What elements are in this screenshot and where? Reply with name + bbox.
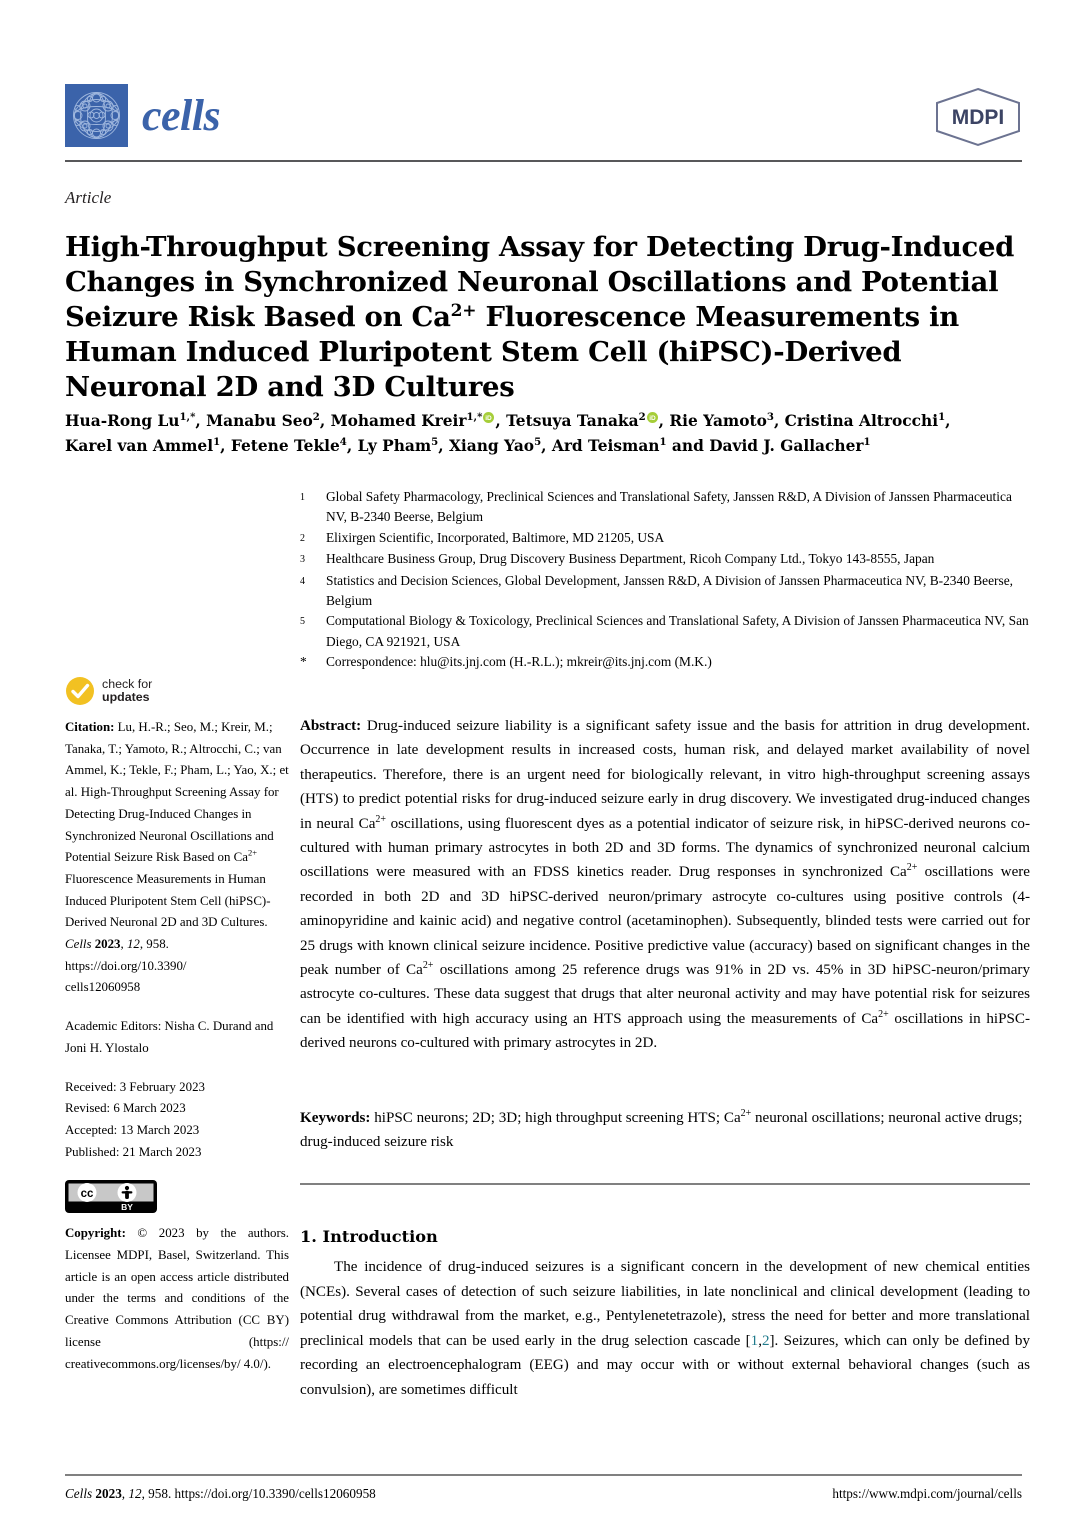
author-affil-marker: 3: [766, 410, 774, 423]
citation-article-number: , 958.: [139, 937, 169, 952]
citation-year: 2023: [91, 937, 121, 952]
svg-text:cc: cc: [80, 1188, 94, 1201]
footer-volume: , 12: [121, 1486, 142, 1501]
affiliation-text: Global Safety Pharmacology, Preclinical Sciences and Translational Safety, Janssen R&D, A Division of Janssen Pharmaceutica NV, B-2340 Beerse, Belgium: [326, 489, 1012, 525]
check-for-updates-badge[interactable]: [65, 676, 289, 706]
affiliation-item: [300, 528, 1030, 549]
cfu-line-1: check for: [102, 677, 153, 691]
journal-title: cells: [142, 90, 221, 140]
author-item: [669, 412, 774, 430]
title-line-3a: Seizure Risk Based on Ca: [65, 301, 451, 334]
abstract-section: [300, 714, 1030, 1056]
footer-journal: Cells: [65, 1486, 93, 1501]
abstract-part-1: Drug-induced seizure liability is a significant safety issue and the basis for attrition in drug development. Occurrence in late development results in increased costs, human risk, and delayed market availability of novel therapeutics. Therefore, there is an urgent need for biologically relevant, in vitro high-throughput screening assays (HTS) to predict potential risks for drug-induced seizure early in drug discovery. We investigated drug-induced changes in neural Ca: [300, 718, 1030, 832]
abstract-part-2: oscillations, using fluorescent dyes as a potential indicator of seizure risk, in hiPSC-derived neurons co-cultured with human primary astrocytes in both 2D and 3D forms. The dynamics of synchronized neuronal calcium oscillations were measured with an FDSS kinetics reader. Drug responses in synchronized Ca: [300, 815, 1030, 881]
received-date: Received: 3 February 2023: [65, 1079, 205, 1094]
introduction-paragraph: [300, 1255, 1030, 1403]
author-name: David J. Gallacher: [709, 437, 864, 455]
abstract-label: Abstract:: [300, 718, 362, 734]
author-item: [65, 437, 220, 455]
title-line-3b: Fluorescence Measurements in: [476, 301, 959, 334]
affiliation-item: [300, 571, 1030, 612]
abstract-part-4: oscillations among 25 reference drugs was 91% in 2D vs. 45% in 3D hiPSC-neuron/primary astrocyte co-cultures. These data suggest that drugs that alter neuronal activity and may have potential risk for seizures can be identified with high accuracy using an HTS approach using the measurements of Ca: [300, 962, 1030, 1027]
publication-dates: [65, 1077, 289, 1164]
abstract-superscript: 2+: [375, 813, 386, 825]
citation-body: Lu, H.-R.; Seo, M.; Kreir, M.; Tanaka, T.; Yamoto, R.; Altrocchi, C.; van Ammel, K.; Tekle, F.; Pham, L.; Yao, X.; et al. High-Throughput Screening Assay for Detecting Drug-Induced Changes in Synchronized Neuronal Oscillations and Potential Seizure Risk Based on Ca: [65, 720, 289, 865]
accepted-date: Accepted: 13 March 2023: [65, 1122, 200, 1137]
title-line-1: High-Throughput Screening Assay for Detecting Drug-Induced: [65, 231, 1015, 264]
author-name: Mohamed Kreir: [330, 412, 467, 430]
section-divider: [300, 1183, 1030, 1185]
author-name: Hua-Rong Lu: [65, 412, 180, 430]
orcid-icon[interactable]: [647, 406, 658, 422]
author-item: [65, 412, 195, 430]
intro-text-b: ]. Seizures, which can only be defined by recording an electroencephalogram (EEG) and may occur with or without external behavioral changes (such as convulsion), are sometimes difficult: [300, 1332, 1030, 1398]
author-name: Fetene Tekle: [230, 437, 340, 455]
revised-date: Revised: 6 March 2023: [65, 1101, 186, 1116]
citation-journal: Cells: [65, 937, 92, 952]
author-affil-marker: 5: [534, 435, 542, 448]
author-affil-marker: 1,*: [466, 410, 483, 423]
correspondence-text[interactable]: Correspondence: hlu@its.jnj.com (H.-R.L.); mkreir@its.jnj.com (M.K.): [326, 654, 712, 670]
footer-doi-link[interactable]: https://doi.org/10.3390/cells12060958: [174, 1486, 376, 1501]
affiliation-text: Computational Biology & Toxicology, Preclinical Sciences and Translational Safety, A Division of Janssen Pharmaceutica NV, San Diego, CA 921921, USA: [326, 613, 1029, 649]
title-line-4: Human Induced Pluripotent Stem Cell (hiPSC)-Derived: [65, 336, 902, 369]
intro-text-a: The incidence of drug-induced seizures is a significant concern in the development of new chemical entities (NCEs). Several cases of detection of such seizure liabilities, in late nonclinical and clinical development (leading to potential drug withdrawal from the market, e.g., Pentylenetetrazole), stress the need for better and more translational preclinical models that can be used early in the drug selection cascade [: [300, 1259, 1030, 1349]
citation-label: Citation:: [65, 720, 115, 734]
affiliation-marker: 1: [300, 492, 305, 503]
affiliation-item: [300, 611, 1030, 652]
author-affil-marker: 5: [431, 435, 439, 448]
author-affil-marker: 1: [659, 435, 667, 448]
mdpi-logo[interactable]: [934, 86, 1022, 148]
author-name: Ard Teisman: [551, 437, 660, 455]
author-item: [231, 437, 347, 455]
author-list: Hua-Rong $Lu^{1,*}$, Manabu Seo$^2$, Mohamed Kreir$^{1,*}$ iD , Tetsuya Tanaka$^2$ iD , Rie Yamoto$^3$, Cristina Altrocchi$^1$, Karel van Ammel$^1$, Fetene Tekle$^4$, Ly Pham$^5$, Xiang Yao$^5$, Ard Teisman$^1$ and David J. Gallacher$^1$: [65, 406, 1030, 459]
affiliation-item: [300, 549, 1030, 570]
author-name: Tetsuya Tanaka: [506, 412, 639, 430]
affiliation-list: [300, 487, 1030, 673]
affiliation-marker: 4: [300, 575, 305, 587]
mdpi-logo-text: MDPI: [951, 106, 1005, 129]
journal-logo[interactable]: [65, 84, 220, 147]
article-type-label: Article: [65, 188, 112, 207]
keywords-label: Keywords:: [300, 1110, 371, 1126]
affiliation-item: [300, 487, 1030, 528]
affiliation-marker: 3: [300, 554, 305, 566]
citation-volume: , 12: [120, 937, 140, 952]
cc-by-label: BY: [121, 1202, 133, 1213]
citation-superscript: 2+: [247, 847, 257, 858]
author-affil-marker: 2: [312, 410, 320, 423]
correspondence-marker: *: [300, 654, 307, 670]
footer-divider: [65, 1474, 1022, 1476]
author-name: Ly Pham: [357, 437, 432, 455]
author-item: [206, 412, 320, 430]
header-divider: [65, 160, 1022, 162]
affiliation-text: Healthcare Business Group, Drug Discovery Business Department, Ricoh Company Ltd., Tokyo 143-8555, Japan: [326, 551, 935, 567]
citation-reference-1[interactable]: 1: [750, 1332, 759, 1349]
keywords-text-a: hiPSC neurons; 2D; 3D; high throughput screening HTS; Ca: [370, 1110, 741, 1126]
citation-doi-line-1[interactable]: https://doi.org/10.3390/: [65, 958, 187, 973]
author-name: Cristina Altrocchi: [784, 412, 939, 430]
title-line-5: Neuronal 2D and 3D Cultures: [65, 371, 515, 404]
author-affil-marker: 1: [863, 435, 871, 448]
title-line-2: Changes in Synchronized Neuronal Oscillations and Potential: [65, 266, 999, 299]
page-header: [65, 84, 1022, 160]
svg-text:iD: iD: [485, 415, 493, 422]
keywords-text-b: neuronal oscillations; neuronal active drugs; drug-induced seizure risk: [300, 1110, 1023, 1151]
check-for-updates-label: [102, 678, 152, 704]
sidebar-metadata: [65, 676, 289, 1375]
footer-journal-url[interactable]: https://www.mdpi.com/journal/cells: [832, 1486, 1022, 1501]
cfu-line-2: updates: [102, 690, 150, 704]
affiliation-marker: 5: [300, 616, 305, 628]
abstract-part-5: oscillations in hiPSC-derived neurons co-cultured with primary astrocytes in 2D.: [300, 1010, 1030, 1052]
author-name: Xiang Yao: [448, 437, 535, 455]
affiliation-marker: 2: [300, 532, 305, 544]
orcid-icon[interactable]: [483, 406, 494, 422]
affiliation-text: Statistics and Decision Sciences, Global Development, Janssen R&D, A Division of Janssen Pharmaceutica NV, B-2340 Beerse, Belgium: [326, 572, 1014, 609]
copyright-text: © 2023 by the authors. Licensee MDPI, Basel, Switzerland. This article is an open access article distributed under the terms and conditions of the Creative Commons Attribution (CC BY) license (https:// creativecommons.org/licenses/by/ 4.0/).: [65, 1226, 289, 1371]
author-affil-marker: 1: [938, 410, 946, 423]
citation-block: [65, 717, 289, 999]
author-affil-marker: 2: [638, 410, 646, 423]
abstract-part-3: oscillations were recorded in both 2D and 3D hiPSC-derived neuron/primary astrocyte co-cultures using positive controls (4-aminopyridine and kainic acid) and negative control (acetaminophen). Subsequently, blinded tests were carried out for 25 drugs with known clinical seizure incidence. Positive predictive value (accuracy) based on significant changes in the peak number of Ca: [300, 864, 1030, 979]
author-item: [785, 412, 945, 430]
author-name: Karel van Ammel: [65, 437, 214, 455]
creative-commons-by-icon[interactable]: [65, 1180, 157, 1213]
citation-doi-line-2[interactable]: cells12060958: [65, 980, 141, 995]
author-item: [506, 412, 659, 430]
author-item: [358, 437, 439, 455]
section-heading-introduction: 1. Introduction: [300, 1227, 438, 1246]
cells-sphere-icon: [65, 84, 128, 147]
citation-separator: ,: [758, 1332, 762, 1349]
author-item: [449, 437, 541, 455]
check-mark-icon: [65, 676, 95, 706]
keywords-section: [300, 1106, 1030, 1155]
footer-citation: [65, 1486, 376, 1502]
copyright-label: Copyright:: [65, 1226, 126, 1241]
footer-year: 2023: [92, 1486, 122, 1501]
title-superscript: 2+: [450, 301, 477, 322]
author-item: [552, 437, 667, 455]
abstract-superscript: 2+: [422, 960, 434, 972]
page-footer: [65, 1486, 1022, 1502]
author-affil-marker: 1,*: [179, 410, 196, 423]
author-affil-marker: 4: [339, 435, 347, 448]
affiliation-text: Elixirgen Scientific, Incorporated, Baltimore, MD 21205, USA: [326, 529, 665, 545]
abstract-superscript: 2+: [906, 862, 918, 874]
author-affil-marker: 1: [213, 435, 221, 448]
copyright-notice: [65, 1223, 289, 1375]
abstract-superscript: 2+: [878, 1008, 889, 1020]
citation-reference-2[interactable]: 2: [761, 1332, 770, 1349]
author-item: [331, 412, 496, 430]
svg-text:iD: iD: [648, 415, 656, 422]
page-title: [65, 230, 1030, 405]
author-name: Rie Yamoto: [669, 412, 767, 430]
author-name: Manabu Seo: [206, 412, 313, 430]
author-item: [709, 437, 870, 455]
correspondence-item: [300, 652, 1030, 672]
footer-article-number: , 958.: [141, 1486, 175, 1501]
keywords-superscript: 2+: [740, 1107, 752, 1119]
academic-editors: Academic Editors: Nisha C. Durand and Joni H. Ylostalo: [65, 1019, 274, 1055]
citation-body-2: Fluorescence Measurements in Human Induced Pluripotent Stem Cell (hiPSC)-Derived Neuronal 2D and 3D Cultures.: [65, 871, 271, 930]
published-date: Published: 21 March 2023: [65, 1144, 202, 1159]
